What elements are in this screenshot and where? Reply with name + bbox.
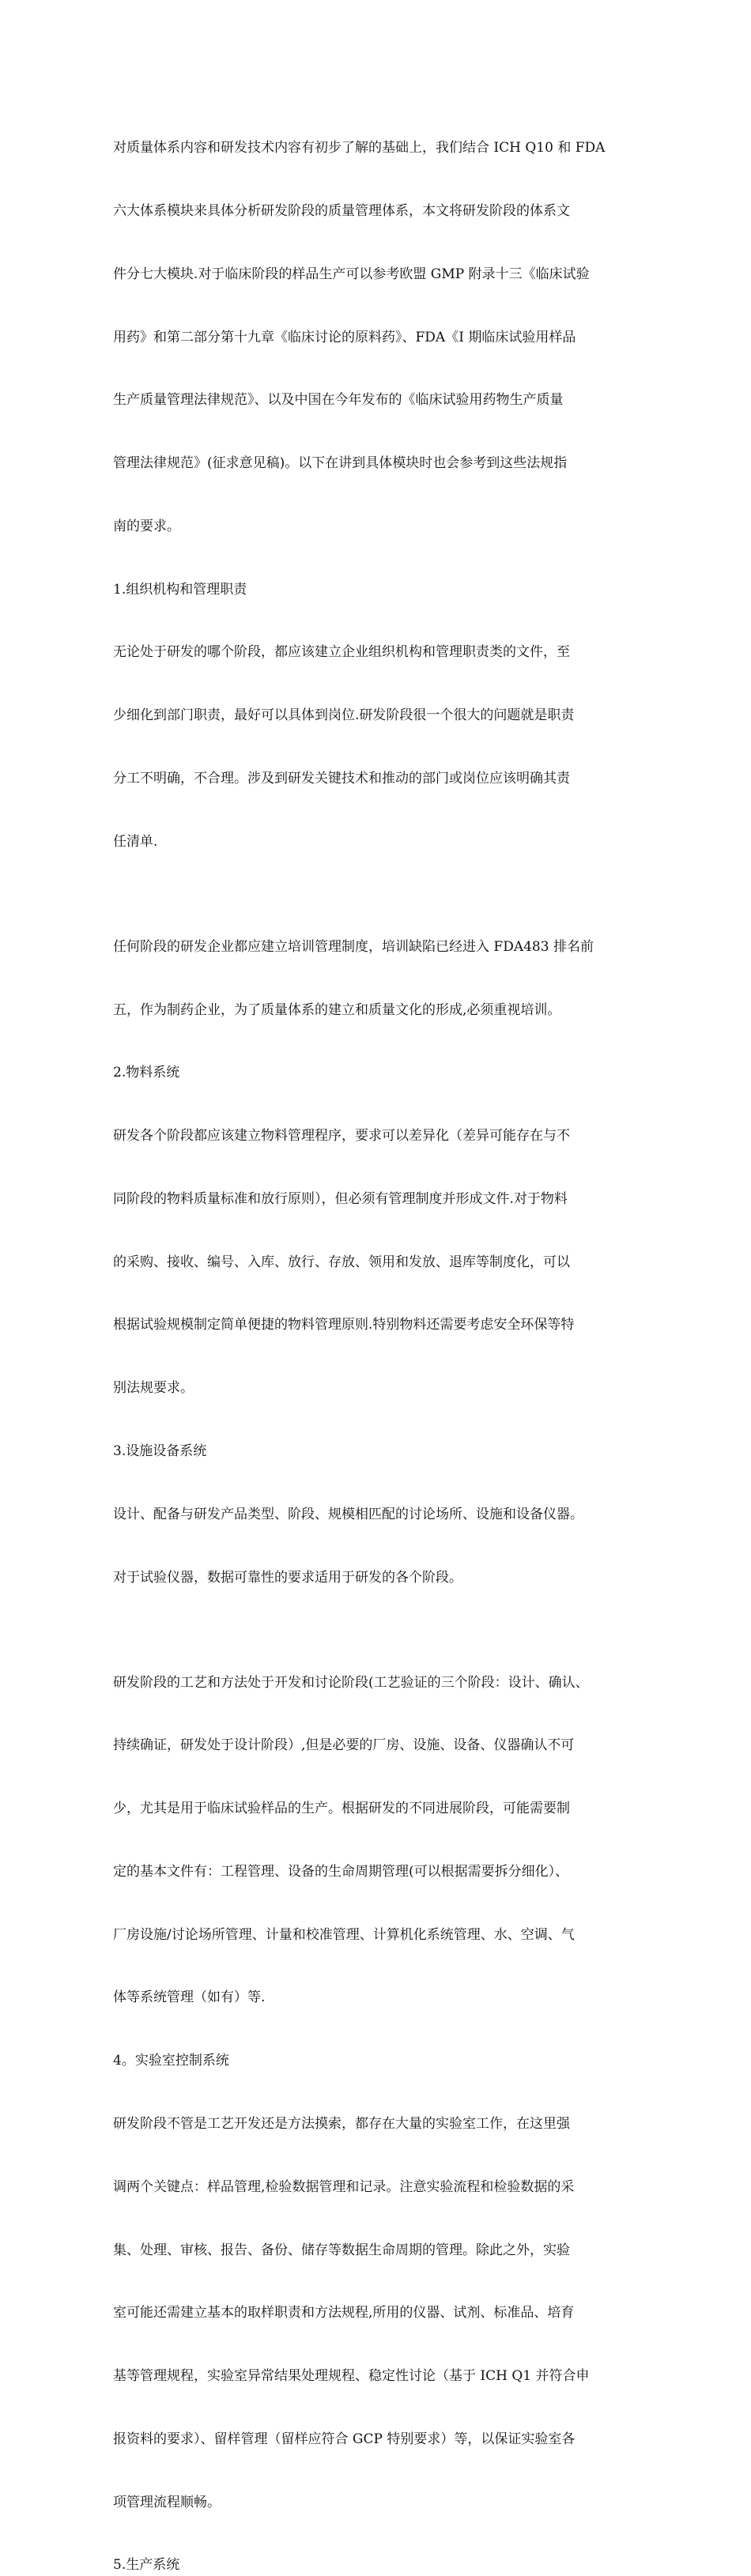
section3-paragraph-1 [113,1462,644,1631]
section-heading-facilities: 3.设施设备系统 [113,1443,207,1459]
intro-paragraph [113,96,644,579]
section-heading-laboratory: 4。实验室控制系统 [113,2053,229,2069]
text-line: 基等管理规程，实验室异常结果处理规程、稳定性讨论（基于 ICH Q1 并符合申 [113,2368,590,2385]
section3-paragraph-2 [113,1630,644,2050]
text-line: 持续确证，研发处于设计阶段）,但是必要的厂房、设施、设备、仪器确认不可 [113,1737,575,1754]
text-line: 分工不明确，不合理。涉及到研发关键技术和推动的部门或岗位应该明确其责 [113,771,570,786]
text-line: 六大体系模块来具体分析研发阶段的质量管理体系，本文将研发阶段的体系文 [113,202,570,219]
text-line: 少，尤其是用于临床试验样品的生产。根据研发的不同进展阶段，可能需要制 [113,1801,570,1817]
text-line: 管理法律规范》(征求意见稿)。以下在讲到具体模块时也会参考到这些法规指 [113,455,568,472]
text-line: 任何阶段的研发企业都应建立培训管理制度，培训缺陷已经进入 FDA483 排名前 [113,938,594,955]
text-line: 研发阶段不管是工艺开发还是方法摸索，都存在大量的实验室工作，在这里强 [113,2116,570,2132]
text-line: 同阶段的物料质量标准和放行原则），但必须有管理制度并形成文件.对于物料 [113,1190,568,1207]
text-line: 厂房设施/讨论场所管理、计量和校准管理、计算机化系统管理、水、空调、气 [113,1926,575,1943]
text-line: 对于试验仪器，数据可靠性的要求适用于研发的各个阶段。 [113,1569,462,1586]
text-line: 生产质量管理法律规范》、以及中国在今年发布的《临床试验用药物生产质量 [113,392,564,409]
text-line: 无论处于研发的哪个阶段，都应该建立企业组织机构和管理职责类的文件，至 [113,644,570,661]
section1-paragraph-2 [113,895,644,1063]
section1-paragraph-1 [113,600,644,894]
text-line: 的采购、接收、编号、入库、放行、存放、领用和发放、退库等制度化，可以 [113,1254,570,1270]
section2-paragraph-1 [113,1084,644,1441]
text-line: 南的要求。 [113,518,180,534]
section-heading-materials: 2.物料系统 [113,1065,180,1081]
section-heading-organization: 1.组织机构和管理职责 [113,581,247,598]
section-heading-production: 5.生产系统 [113,2557,180,2574]
text-line: 少细化到部门职责，最好可以具体到岗位.研发阶段很一个很大的问题就是职责 [113,707,575,724]
text-line: 室可能还需建立基本的取样职责和方法规程,所用的仪器、试剂、标准品、培育 [113,2305,575,2321]
section4-paragraph-1 [113,2072,644,2555]
text-line: 任清单. [113,833,158,850]
text-line: 报资料的要求）、留样管理（留样应符合 GCP 特别要求）等，以保证实验室各 [113,2431,576,2447]
text-line: 体等系统管理（如有）等. [113,1990,266,2006]
text-line: 五，作为制药企业，为了质量体系的建立和质量文化的形成,必须重视培训。 [113,1001,561,1018]
text-line: 调两个关键点：样品管理,检验数据管理和记录。注意实验流程和检验数据的采 [113,2178,575,2195]
text-line: 集、处理、审核、报告、备份、储存等数据生命周期的管理。除此之外，实验 [113,2242,570,2258]
text-line: 根据试验规模制定简单便捷的物料管理原则.特别物料还需要考虑安全环保等特 [113,1317,575,1333]
text-line: 设计、配备与研发产品类型、阶段、规模相匹配的讨论场所、设施和设备仪器。 [113,1506,583,1522]
text-line: 研发各个阶段都应该建立物料管理程序，要求可以差异化（差异可能存在与不 [113,1128,570,1145]
text-line: 用药》和第二部分第十九章《临床讨论的原料药》、FDA《I 期临床试验用样品 [113,329,576,345]
text-line: 研发阶段的工艺和方法处于开发和讨论阶段(工艺验证的三个阶段：设计、确认、 [113,1674,589,1691]
text-line: 项管理流程顺畅。 [113,2494,221,2510]
text-line: 件分七大模块.对于临床阶段的样品生产可以参考欧盟 GMP 附录十三《临床试验 [113,266,590,282]
document-body [113,96,644,2576]
text-line: 别法规要求。 [113,1380,194,1397]
text-line: 定的基本文件有：工程管理、设备的生命周期管理(可以根据需要拆分细化）、 [113,1863,569,1880]
text-line: 对质量体系内容和研发技术内容有初步了解的基础上，我们结合 ICH Q10 和 FDA [113,140,606,157]
